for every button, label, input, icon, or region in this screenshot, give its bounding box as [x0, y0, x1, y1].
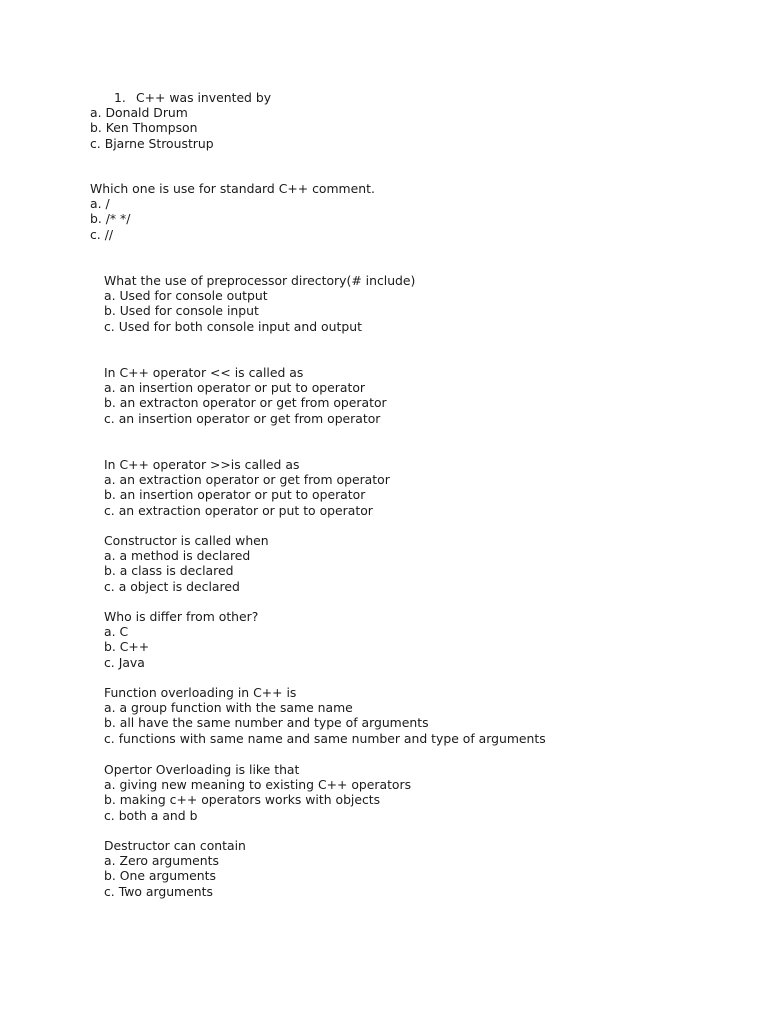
option-b: b. One arguments	[104, 868, 216, 884]
option-b: b. making c++ operators works with objects	[104, 792, 381, 808]
option-b: b. /* */	[90, 211, 131, 227]
option-b: b. an extracton operator or get from operator	[104, 395, 387, 411]
question-text: In C++ operator << is called as	[104, 365, 304, 380]
question-text: What the use of preprocessor directory(# include)	[104, 273, 416, 288]
option-a: a. /	[90, 196, 110, 212]
option-c: c. Two arguments	[104, 883, 213, 899]
question-text: Who is differ from other?	[104, 609, 259, 624]
question-text: Opertor Overloading is like that	[104, 762, 300, 777]
question-block-8	[104, 685, 546, 746]
option-c: c. an extraction operator or put to operator	[104, 502, 373, 518]
option-c: c. Bjarne Stroustrup	[90, 135, 214, 151]
question-text: Destructor can contain	[104, 838, 246, 853]
question-block-2	[90, 181, 375, 242]
option-b: b. Ken Thompson	[90, 120, 198, 136]
option-b: b. an insertion operator or put to operator	[104, 487, 366, 503]
option-c: c. a object is declared	[104, 578, 240, 594]
option-c: c. functions with same name and same number and type of arguments	[104, 730, 546, 746]
option-c: c. Used for both console input and output	[104, 318, 362, 334]
option-a: a. Used for console output	[104, 288, 268, 304]
question-text	[90, 90, 271, 105]
question-text: Constructor is called when	[104, 533, 269, 548]
option-c: c. an insertion operator or get from operator	[104, 410, 381, 426]
option-a: a. an extraction operator or get from operator	[104, 472, 390, 488]
option-b: b. Used for console input	[104, 303, 259, 319]
option-c: c. both a and b	[104, 807, 198, 823]
option-b: b. C++	[104, 639, 150, 655]
question-block-10	[104, 838, 246, 899]
option-a: a. giving new meaning to existing C++ operators	[104, 777, 412, 793]
option-a: a. C	[104, 624, 129, 640]
option-c: c. //	[90, 226, 114, 242]
option-a: a. Donald Drum	[90, 105, 188, 121]
question-block-6	[104, 533, 269, 594]
option-b: b. all have the same number and type of arguments	[104, 715, 429, 731]
question-label: C++ was invented by	[136, 90, 272, 105]
question-block-5	[104, 457, 390, 518]
question-number: 1.	[114, 90, 126, 105]
question-block-4	[104, 365, 387, 426]
option-a: a. a method is declared	[104, 548, 251, 564]
question-text: Which one is use for standard C++ comment.	[90, 181, 375, 196]
question-block-1	[90, 90, 271, 151]
option-a: a. a group function with the same name	[104, 700, 353, 716]
question-text: In C++ operator >>is called as	[104, 457, 300, 472]
question-block-7	[104, 609, 258, 670]
option-b: b. a class is declared	[104, 563, 234, 579]
question-text: Function overloading in C++ is	[104, 685, 297, 700]
option-a: a. Zero arguments	[104, 853, 219, 869]
question-block-9	[104, 762, 411, 823]
option-a: a. an insertion operator or put to operator	[104, 380, 366, 396]
option-c: c. Java	[104, 654, 145, 670]
question-block-3	[104, 273, 415, 334]
